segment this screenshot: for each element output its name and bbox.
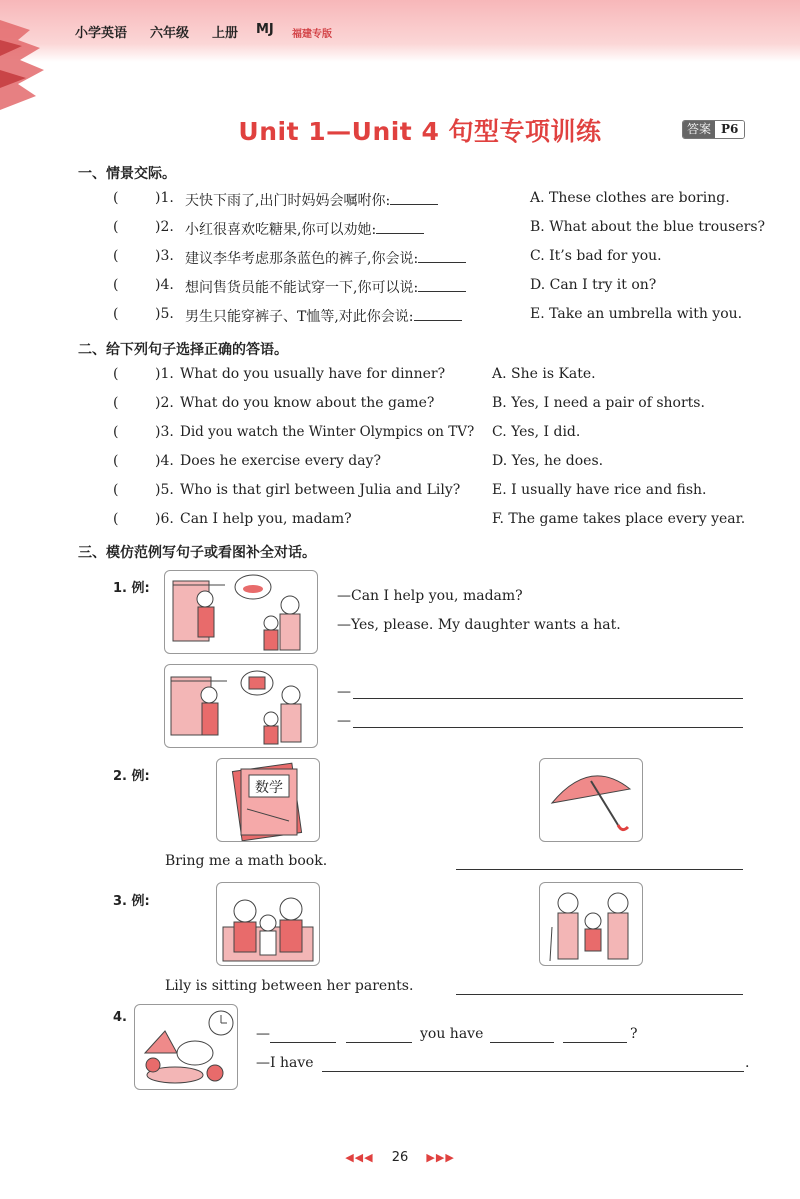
item-number: )2. — [155, 395, 174, 411]
header-term: 上册 — [212, 26, 239, 41]
answer-paren[interactable]: ( — [113, 511, 119, 527]
answer-paren[interactable]: ( — [113, 424, 119, 440]
item-number: )1. — [155, 190, 174, 206]
q1-example-line2: —Yes, please. My daughter wants a hat. — [337, 617, 621, 633]
item-number: )5. — [155, 306, 174, 322]
item-question: Who is that girl between Julia and Lily? — [180, 482, 461, 498]
q4-mid-text: you have — [420, 1026, 484, 1042]
q4-blank-2[interactable] — [346, 1042, 412, 1043]
item-prompt: 建议李华考虑那条蓝色的裤子,你会说: — [185, 251, 419, 267]
answer-paren: ( — [113, 277, 119, 293]
answer-paren[interactable]: ( — [113, 482, 119, 498]
answer-paren[interactable]: ( — [113, 366, 119, 382]
q3-label: 3. 例: — [113, 894, 150, 909]
answer-paren: ( — [113, 219, 119, 235]
header-grade: 六年级 — [150, 26, 190, 41]
q2-label: 2. 例: — [113, 769, 150, 784]
q1-answer-line-1[interactable] — [353, 698, 743, 699]
item-number: )2. — [155, 219, 174, 235]
umbrella-picture — [539, 758, 643, 842]
q1-dash-1: — — [337, 684, 351, 700]
q2-example: Bring me a math book. — [165, 853, 328, 869]
item-option: F. The game takes place every year. — [492, 511, 746, 527]
answer-blank[interactable] — [418, 250, 466, 263]
q4-question-mark: ? — [630, 1026, 638, 1042]
item-option: C. Yes, I did. — [492, 424, 581, 440]
item-option: D. Yes, he does. — [492, 453, 604, 469]
item-prompt: 男生只能穿裤子、T恤等,对此你会说: — [185, 309, 414, 325]
header-subject: 小学英语 — [75, 26, 128, 41]
item-option: C. It’s bad for you. — [530, 248, 662, 264]
answer-blank[interactable] — [376, 221, 424, 234]
item-number: )6. — [155, 511, 174, 527]
section3-heading: 三、模仿范例写句子或看图补全对话。 — [78, 545, 316, 561]
q3-example: Lily is sitting between her parents. — [165, 978, 414, 994]
answer-reference[interactable] — [682, 120, 745, 139]
answer-blank[interactable] — [418, 279, 466, 292]
item-question: Does he exercise every day? — [180, 453, 381, 469]
item-prompt: 小红很喜欢吃糖果,你可以劝她: — [185, 222, 377, 238]
shop-scene-shorts-picture — [164, 664, 318, 748]
answer-blank[interactable] — [414, 308, 462, 321]
q4-answer-start: —I have — [256, 1055, 314, 1071]
item-number: )3. — [155, 248, 174, 264]
header-region: 福建专版 — [292, 29, 332, 40]
item-option: A. She is Kate. — [492, 366, 596, 382]
page-number: 26 — [391, 1150, 409, 1165]
book-title: 数学 — [255, 780, 283, 796]
item-number: )4. — [155, 453, 174, 469]
item-option: E. Take an umbrella with you. — [530, 306, 743, 322]
item-option: E. I usually have rice and fish. — [492, 482, 707, 498]
item-question: Can I help you, madam? — [180, 511, 352, 527]
next-arrows-icon: ▶▶▶ — [426, 1151, 455, 1164]
grandparents-picture — [539, 882, 643, 966]
item-number: )5. — [155, 482, 174, 498]
q4-blank-4[interactable] — [563, 1042, 627, 1043]
dinner-food-picture — [134, 1004, 238, 1090]
answer-paren: ( — [113, 248, 119, 264]
answer-paren[interactable]: ( — [113, 453, 119, 469]
answer-paren: ( — [113, 190, 119, 206]
answer-page: P6 — [715, 121, 744, 138]
q4-blank-3[interactable] — [490, 1042, 554, 1043]
q1-label: 1. 例: — [113, 581, 150, 596]
q2-answer-line[interactable] — [456, 869, 743, 870]
q4-label: 4. — [113, 1010, 127, 1025]
family-sofa-picture — [216, 882, 320, 966]
shop-scene-hat-picture — [164, 570, 318, 654]
page-title: Unit 1—Unit 4 句型专项训练 — [238, 117, 602, 146]
item-option: D. Can I try it on? — [530, 277, 657, 293]
answer-paren[interactable]: ( — [113, 395, 119, 411]
item-number: )4. — [155, 277, 174, 293]
page-footer — [0, 1150, 800, 1165]
item-question: What do you usually have for dinner? — [180, 366, 446, 382]
prev-arrows-icon: ◀◀◀ — [345, 1151, 374, 1164]
q4-blank-1[interactable] — [270, 1042, 336, 1043]
q1-answer-line-2[interactable] — [353, 727, 743, 728]
section2-heading: 二、给下列句子选择正确的答语。 — [78, 342, 288, 358]
item-question: Did you watch the Winter Olympics on TV? — [180, 424, 475, 440]
item-option: A. These clothes are boring. — [530, 190, 730, 206]
section1-heading: 一、情景交际。 — [78, 166, 176, 182]
answer-label: 答案 — [683, 121, 715, 138]
q1-example-line1: —Can I help you, madam? — [337, 588, 523, 604]
q4-answer-line[interactable] — [322, 1071, 744, 1072]
answer-blank[interactable] — [390, 192, 438, 205]
item-prompt: 想问售货员能不能试穿一下,你可以说: — [185, 280, 419, 296]
pagoda-decoration-icon — [0, 0, 60, 130]
item-question: What do you know about the game? — [180, 395, 435, 411]
answer-paren: ( — [113, 306, 119, 322]
q4-dash: — — [256, 1026, 270, 1042]
item-prompt: 天快下雨了,出门时妈妈会嘱咐你: — [185, 193, 391, 209]
q3-answer-line[interactable] — [456, 994, 743, 995]
item-option: B. What about the blue trousers? — [530, 219, 766, 235]
item-number: )3. — [155, 424, 174, 440]
item-option: B. Yes, I need a pair of shorts. — [492, 395, 705, 411]
q1-dash-2: — — [337, 713, 351, 729]
header-edition: MJ — [256, 22, 274, 37]
item-number: )1. — [155, 366, 174, 382]
q4-period: . — [745, 1055, 750, 1071]
math-book-picture — [216, 758, 320, 842]
